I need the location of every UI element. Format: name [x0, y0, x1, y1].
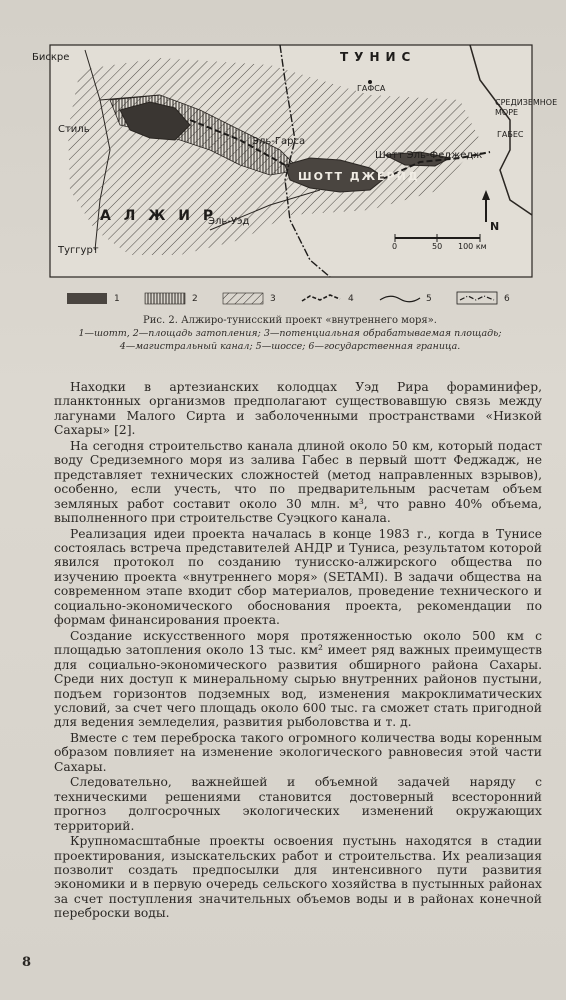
- legend-item-1: [66, 290, 120, 306]
- label-shott-dzherid: ШОТТ ДЖЕРИД: [298, 170, 420, 183]
- caption-line-2: 1—шотт, 2—площадь затопления; 3—потенциальная обрабатываемая площадь;: [78, 328, 502, 339]
- caption-title: Рис. 2. Алжиро-тунисский проект «внутреннего моря».: [143, 315, 437, 326]
- legend-item-2: [144, 290, 198, 306]
- label-touggourt: Туггурт: [58, 245, 99, 256]
- legend-item-3: [222, 290, 276, 306]
- paragraph: Находки в артезианских колодцах Уэд Рира фораминифер, планктонных организмов предполагают существовавшую связь между лагунами Малого Сирта и заболоченными пространствами «Низкой Сахары» [2].: [54, 380, 542, 438]
- legend-item-4: [300, 290, 354, 306]
- legend-item-6: [456, 290, 510, 306]
- paragraph: Создание искусственного моря протяженностью около 500 км с площадью затопления около 13 тыс. км² имеет ряд важных преимуществ для социально-экономического развития обширного района Сахары. Среди них доступ к минеральному сырью внутренних районов пустыни, подъем горизонтов подземных вод, изменения макроклиматических условий, за счет чего площадь около 600 тыс. га сможет стать пригодной для ведения земледелия, развития рыболовства и т. д.: [54, 628, 542, 730]
- legend-num-6: 6: [504, 294, 510, 304]
- label-mediterranean: СРЕДИЗЕМНОЕ МОРЕ: [495, 98, 558, 117]
- page-number: 8: [22, 955, 32, 970]
- paragraph: Крупномасштабные проекты освоения пустынь находятся в стадии проектирования, изыскательских работ и строительства. Их реализация позволит создать предпосылки для интенсивного пути развития экономики и в первую очередь сельского хозяйства в пустынных районах за счет поступления значительных объемов воды и в районах конечной переброски воды.: [54, 834, 542, 921]
- label-still: Стиль: [58, 124, 90, 135]
- paragraph: Следовательно, важнейшей и объемной задачей наряду с техническими решениями становится достоверный всесторонний прогноз долгосрочных экологических изменений окружающих территорий.: [54, 775, 542, 833]
- figure-caption: [50, 314, 530, 353]
- scale-label-50: 50: [432, 242, 443, 251]
- map-legend: [66, 290, 526, 308]
- label-gafsa: ГАФСА: [357, 84, 386, 93]
- legend-num-2: 2: [192, 294, 198, 304]
- scale-label-100: 100 км: [458, 242, 487, 251]
- map-drawing: [40, 40, 538, 290]
- label-north: N: [490, 220, 502, 233]
- label-el-gars: Эль-Гарса: [252, 136, 306, 147]
- legend-num-5: 5: [426, 294, 432, 304]
- legend-num-4: 4: [348, 294, 354, 304]
- paragraph: Вместе с тем переброска такого огромного количества воды коренным образом повлияет на изменение экологического равновесия этой части Сахары.: [54, 730, 542, 774]
- legend-num-3: 3: [270, 294, 276, 304]
- label-tunisia: ТУНИС: [340, 50, 417, 64]
- paragraph: На сегодня строительство канала длиной около 50 км, который подаст воду Средиземного моря из залива Габес в первый шотт Феджадж, не представляет технических сложностей (метод направленных взрывов), особенно, если учесть, что по предварительным расчетам объем земляных работ составит около 30 млн. м³, что равно 40% объема, выполненного при строительстве Суэцкого канала.: [54, 438, 542, 526]
- scale-label-0: 0: [392, 242, 398, 251]
- paragraph: Реализация идеи проекта началась в конце 1983 г., когда в Тунисе состоялась встреча представителей АНДР и Туниса, результатом которой явился протокол по созданию тунисско-алжирского общества по изучению проекта «внутреннего моря» (SETAMI). В задачи общества на современном этапе входит сбор материалов, проведение технического и социально-экономического обоснования проекта, рекомендации по формам финансирования проекта.: [54, 526, 542, 628]
- legend-item-5: [378, 290, 432, 306]
- caption-line-3: 4—магистральный канал; 5—шоссе; 6—государственная граница.: [119, 341, 461, 352]
- body-text: [54, 380, 542, 922]
- label-gabes: ГАБЕС: [497, 130, 524, 139]
- label-shott-fedzhedzh: Шотт Эль-Феджедж: [375, 150, 483, 161]
- legend-num-1: 1: [114, 294, 120, 304]
- label-biskra: Бискре: [32, 52, 70, 63]
- map-figure: [32, 40, 558, 290]
- label-el-oued: Эль-Уэд: [208, 216, 250, 227]
- label-algeria: А Л Ж И Р: [100, 208, 218, 224]
